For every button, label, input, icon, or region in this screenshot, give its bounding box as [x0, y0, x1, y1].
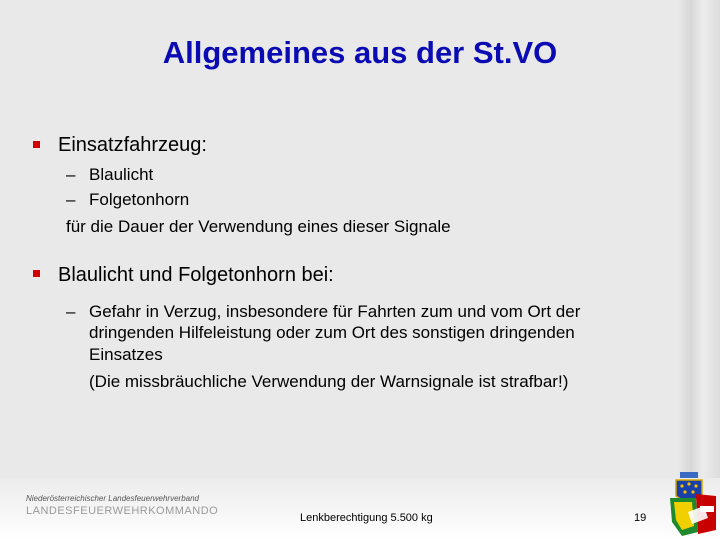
coat-of-arms-icon [668, 472, 718, 538]
dash-icon: – [66, 302, 76, 321]
subitem-gefahr-line2: dringenden Hilfeleistung oder zum Ort des sonstigen dringenden [89, 323, 575, 342]
subitem-folgetonhorn: Folgetonhorn [89, 190, 190, 209]
bullet-square-icon [33, 141, 40, 148]
decorative-side-strip [678, 0, 720, 540]
dash-icon: – [66, 190, 76, 209]
footer-course: Lenkberechtigung 5.500 kg [300, 512, 433, 524]
subitem-gefahr-line3: Einsatzes [89, 345, 163, 364]
subitem-blaulicht: Blaulicht [89, 165, 154, 184]
slide-title: Allgemeines aus der St.VO [162, 35, 558, 70]
bullet-blaulicht-folgetonhorn: Blaulicht und Folgetonhorn bei: [58, 264, 334, 286]
signal-duration-note: für die Dauer der Verwendung eines dieser Signale [66, 217, 451, 236]
subitem-warning-note: (Die missbräuchliche Verwendung der Warnsignale ist strafbar!) [89, 372, 569, 391]
org-command: LANDESFEUERWEHRKOMMANDO [26, 505, 219, 517]
subitem-gefahr-line1: Gefahr in Verzug, insbesondere für Fahrten zum und vom Ort der [89, 302, 581, 321]
dash-icon: – [66, 165, 76, 184]
bullet-square-icon [33, 270, 40, 277]
org-name: Niederösterreichischer Landesfeuerwehrverband [26, 494, 199, 503]
page-number: 19 [634, 512, 647, 524]
bullet-einsatzfahrzeug: Einsatzfahrzeug: [58, 134, 207, 156]
